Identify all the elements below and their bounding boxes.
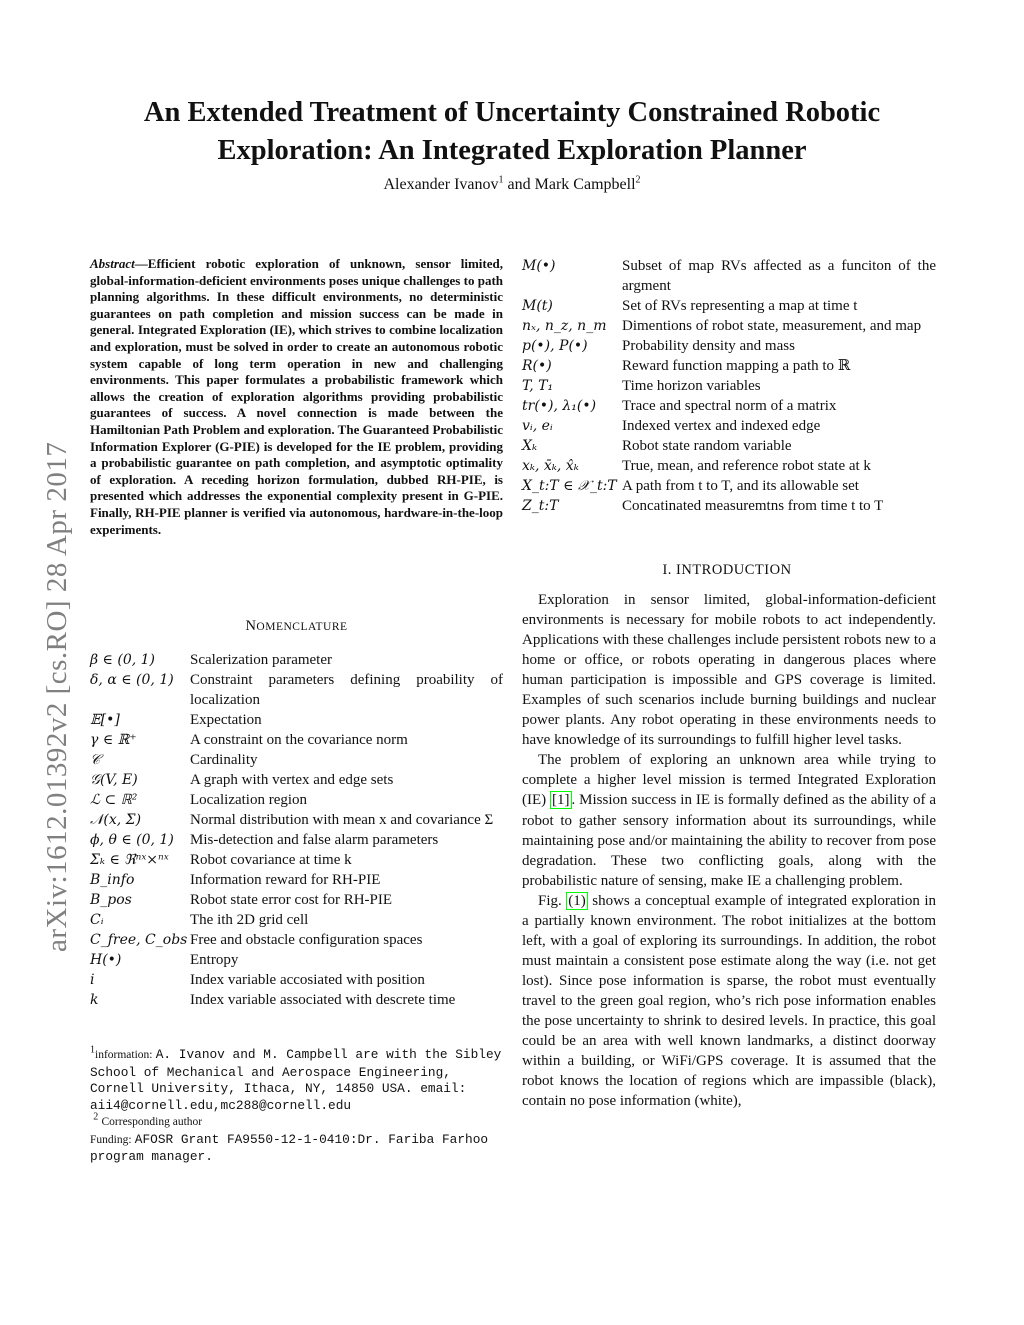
nomenclature-row [90,710,503,730]
nomenclature-definition: Mis-detection and false alarm parameters [190,832,439,848]
author-list [90,176,934,194]
nomenclature-row [90,810,503,830]
nomenclature-symbol: Σₖ ∈ ℜⁿˣ×ⁿˣ [90,852,169,868]
nomenclature-row [522,416,936,436]
nomenclature-row [90,870,503,890]
intro-paragraph-3 [522,891,936,1112]
nomenclature-heading-rest: OMENCLATURE [256,621,348,633]
nomenclature-definition: Scalerization parameter [190,652,333,668]
intro-p2-text-b: . Mission success in IE is formally defined as the ability of a robot to gather sensory information about its surroundings, while maintaining pose and/or maintaining the ability to recover from pose degradation. These two conflicting goals, along with the probabilistic nature of sensing, make IE a challenging problem. [522,792,937,889]
footnote-2 [90,1113,503,1131]
funding-text: AFOSR Grant FA9550-12-1-0410:Dr. Fariba Farhoo program manager. [90,1131,489,1164]
nomenclature-symbol: B_pos [90,892,132,908]
nomenclature-row [522,336,936,356]
nomenclature-row [522,396,936,416]
nomenclature-definition: A path from t to T, and its allowable set [622,478,859,494]
footnote-2-text: Corresponding author [101,1116,203,1128]
nomenclature-row [522,376,936,396]
nomenclature-definition: Expectation [190,712,262,728]
nomenclature-row [522,356,936,376]
footnote-1-label: information: [95,1049,153,1061]
author-2: Mark Campbell [534,176,636,193]
nomenclature-definition: Normal distribution with mean x and covariance Σ [190,812,494,828]
nomenclature-symbol: β ∈ (0, 1) [90,652,155,668]
nomenclature-symbol: δ, α ∈ (0, 1) [90,672,174,688]
nomenclature-symbol: 𝒢(V, E) [90,772,138,788]
nomenclature-symbol: C_free, C_obs [90,932,188,948]
paper-title [90,94,934,170]
abstract-dash: — [134,256,148,271]
nomenclature-symbol: γ ∈ ℝ⁺ [90,732,137,748]
nomenclature-definition: Indexed vertex and indexed edge [622,418,821,434]
nomenclature-row [90,990,503,1010]
nomenclature-symbol: R(•) [522,358,552,374]
author-2-mark: 2 [635,174,641,186]
nomenclature-definition: Subset of map RVs affected as a funciton of the argment [622,258,936,294]
nomenclature-row [522,476,936,496]
nomenclature-symbol: ℒ ⊂ ℝ² [90,792,138,808]
nomenclature-row [90,750,503,770]
nomenclature-definition: A graph with vertex and edge sets [190,772,394,788]
nomenclature-definition: Free and obstacle configuration spaces [190,932,423,948]
nomenclature-definition: Index variable accosiated with position [190,972,425,988]
nomenclature-row [90,830,503,850]
title-line-2: Exploration: An Integrated Exploration Planner [217,135,807,166]
nomenclature-row [90,950,503,970]
nomenclature-row [522,256,936,296]
nomenclature-row [90,930,503,950]
citation-link[interactable]: [1] [552,792,570,809]
nomenclature-definition: The ith 2D grid cell [190,912,309,928]
nomenclature-definition: Constraint parameters defining proability of localization [190,672,503,708]
nomenclature-symbol: vᵢ, eᵢ [522,418,553,434]
nomenclature-symbol: 𝒩(x, Σ) [90,812,142,828]
figure-ref-link[interactable]: (1) [568,892,586,909]
nomenclature-heading [90,618,503,635]
nomenclature-symbol: T, T₁ [522,378,554,394]
nomenclature-definition: A constraint on the covariance norm [190,732,408,748]
nomenclature-row [90,910,503,930]
nomenclature-definition: Index variable associated with descrete time [190,992,456,1008]
nomenclature-symbol: i [90,972,95,988]
nomenclature-symbol: M(•) [522,258,556,274]
nomenclature-definition: Robot covariance at time k [190,852,352,868]
nomenclature-symbol: p(•), P(•) [522,338,588,354]
intro-paragraph-2 [522,750,936,890]
nomenclature-symbol: B_info [90,872,135,888]
nomenclature-definition: Time horizon variables [622,378,761,394]
nomenclature-symbol: Z_t:T [522,498,559,514]
nomenclature-symbol: X_t:T ∈ 𝒳_t:T [522,478,617,494]
nomenclature-heading-first: N [245,618,257,634]
nomenclature-row [90,790,503,810]
introduction-heading: I. INTRODUCTION [662,562,792,578]
funding-note [90,1131,503,1165]
arxiv-identifier-stamp: arXiv:1612.01392v2 [cs.RO] 28 Apr 2017 [41,441,73,952]
title-line-1: An Extended Treatment of Uncertainty Constrained Robotic [143,97,881,128]
nomenclature-definition: Probability density and mass [622,338,795,354]
nomenclature-definition: Entropy [190,952,239,968]
nomenclature-symbol: 𝔼[•] [90,712,120,728]
introduction-body [522,590,936,1111]
nomenclature-row [522,436,936,456]
nomenclature-list-left [90,650,503,1010]
footnote-2-mark: 2 [93,1111,99,1123]
nomenclature-definition: Cardinality [190,752,258,768]
footnote-1 [90,1046,503,1113]
nomenclature-symbol: ϕ, θ ∈ (0, 1) [90,832,174,848]
nomenclature-symbol: xₖ, x̄ₖ, x̂ₖ [522,458,579,474]
footnote-1-mark: 1 [90,1044,95,1056]
nomenclature-symbol: Xₖ [522,438,538,454]
footnote-1-text: A. Ivanov and M. Campbell are with the Sibley School of Mechanical and Aerospace Engineering, Cornell University, Ithaca, NY, 14850 USA. email: aii4@cornell.edu,mc288@cornell.edu [90,1047,502,1113]
nomenclature-row [90,970,503,990]
footnotes [90,1046,503,1165]
abstract [90,256,503,538]
nomenclature-definition: Robot state error cost for RH-PIE [190,892,393,908]
nomenclature-definition: Robot state random variable [622,438,792,454]
nomenclature-definition: Dimentions of robot state, measurement, and map [622,318,922,334]
nomenclature-row [90,890,503,910]
abstract-text: Efficient robotic exploration of unknown, sensor limited, global-information-deficient environments poses unique challenges to path planning algorithms. In these difficult environments, no deterministic guarantees on path completion and mission success can be made in general. Integrated Exploration (IE), which strives to combine localization and exploration, must be solved in order to create an autonomous robotic system capable of long term operation in new and challenging environments. This paper formulates a probabilistic framework which allows the creation of exploration algorithms providing probabilistic guarantees of success. A novel connection is made between the Hamiltonian Path Problem and exploration. The Guaranteed Probabilistic Information Explorer (G-PIE) is developed for the IE problem, providing a probabilistic guarantee on path completion, and asymptotic optimality of exploration. A receding horizon formulation, dubbed RH-PIE, is presented which addresses the exponential complexity present in G-PIE. Finally, RH-PIE planner is verified via autonomous, hardware-in-the-loop experiments. [90,256,503,537]
funding-label: Funding: [90,1133,132,1146]
nomenclature-row [522,296,936,316]
author-1-mark: 1 [498,174,504,186]
nomenclature-symbol: 𝒞 [90,752,101,768]
nomenclature-definition: True, mean, and reference robot state at k [622,458,871,474]
nomenclature-row [90,670,503,710]
author-1: Alexander Ivanov [383,176,499,193]
nomenclature-definition: Trace and spectral norm of a matrix [622,398,837,414]
nomenclature-symbol: nₓ, n_z, n_m [522,318,607,334]
intro-p3-text-a: Fig. [538,892,567,909]
nomenclature-row [90,730,503,750]
intro-paragraph-1: Exploration in sensor limited, global-information-deficient environments is necessary for mobile robots to act independently. Applications with these challenges include persistent robots new to a home or office, or robots operating in dangerous places where human participation is impossible and GPS coverage is limited. Examples of such scenarios include burning buildings and nuclear power plants. Any robot operating in these environments needs to have knowledge of its surroundings to fulfill higher level tasks. [522,592,936,749]
nomenclature-row [90,850,503,870]
nomenclature-symbol: H(•) [90,952,122,968]
nomenclature-list-right [522,256,936,516]
nomenclature-definition: Set of RVs representing a map at time t [622,298,858,314]
nomenclature-row [90,650,503,670]
nomenclature-symbol: Cᵢ [90,912,104,928]
nomenclature-symbol: M(t) [522,298,553,314]
nomenclature-definition: Localization region [190,792,308,808]
author-conjunction: and [507,176,531,193]
nomenclature-definition: Concatinated measuremtns from time t to T [622,498,884,514]
nomenclature-row [90,770,503,790]
abstract-lead: Abstract [90,256,135,271]
nomenclature-row [522,316,936,336]
nomenclature-definition: Information reward for RH-PIE [190,872,381,888]
intro-p2-text-a: The problem of exploring an unknown area while trying to complete a higher level mission is termed Integrated Exploration (IE) [522,752,936,809]
nomenclature-symbol: tr(•), λ₁(•) [522,398,597,414]
nomenclature-row [522,496,936,516]
nomenclature-definition: Reward function mapping a path to ℝ [622,358,851,374]
intro-p3-text-b: shows a conceptual example of integrated exploration in a partially known environment. The robot initializes at the bottom left, with a goal of exploring its surroundings. In addition, the robot must maintain a consistent pose estimate along the way (i.e. not get lost). Since pose information is sparse, the robot must eventually travel to the green goal region, who’s rich pose information enables the pose uncertainty to shrink to desired levels. In practice, this goal could be an area with well known landmarks, a distinct doorway within a building, or WiFi/GPS coverage. It is assumed that the robot knows the location of regions which are impassible (black), contain no pose information (white), [522,892,936,1110]
nomenclature-row [522,456,936,476]
nomenclature-symbol: k [90,992,99,1008]
